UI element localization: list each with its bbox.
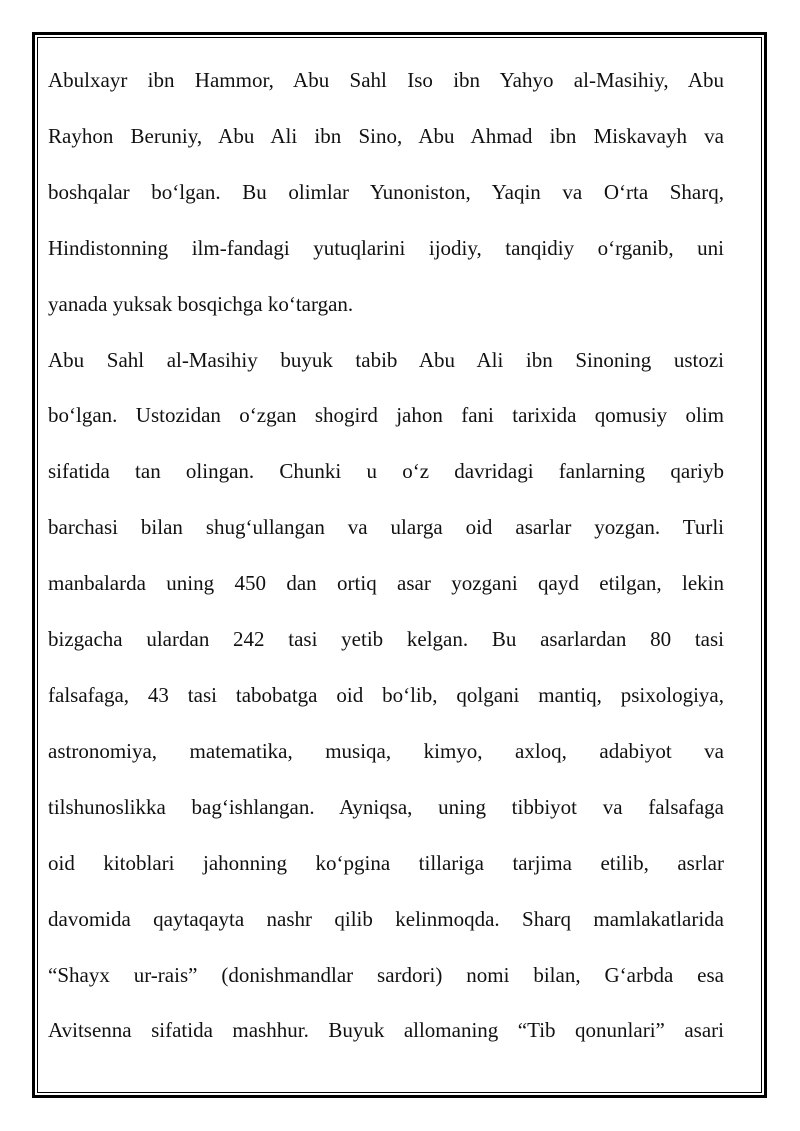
text-line: oid kitoblari jahonning ko‘pgina tillariga tarjima etilib, asrlar <box>48 850 724 875</box>
text-line: Hindistonning ilm-fandagi yutuqlarini ijodiy, tanqidiy o‘rganib, uni <box>48 235 724 260</box>
text-line: bo‘lgan. Ustozidan o‘zgan shogird jahon fani tarixida qomusiy olim <box>48 403 724 428</box>
text-line: Abulxayr ibn Hammor, Abu Sahl Iso ibn Yahyo al-Masihiy, Abu <box>48 68 724 92</box>
text-line: Abu Sahl al-Masihiy buyuk tabib Abu Ali ibn Sinoning ustozi <box>48 347 724 372</box>
paragraph-2 <box>48 333 724 1060</box>
text-line: astronomiya, matematika, musiqa, kimyo, axloq, adabiyot va <box>48 738 724 763</box>
text-line: barchasi bilan shug‘ullangan va ularga oid asarlar yozgan. Turli <box>48 515 724 540</box>
text-line: Avitsenna sifatida mashhur. Buyuk allomaning “Tib qonunlari” asari <box>48 1018 724 1043</box>
text-line: boshqalar bo‘lgan. Bu olimlar Yunoniston, Yaqin va O‘rta Sharq, <box>48 179 724 204</box>
paragraph-1 <box>48 53 724 333</box>
text-line: “Shayx ur-rais” (donishmandlar sardori) nomi bilan, G‘arbda esa <box>48 962 724 987</box>
text-line: Rayhon Beruniy, Abu Ali ibn Sino, Abu Ahmad ibn Miskavayh va <box>48 123 724 148</box>
text-line: yanada yuksak bosqichga ko‘targan. <box>48 291 354 316</box>
text-line: tilshunoslikka bag‘ishlangan. Ayniqsa, uning tibbiyot va falsafaga <box>48 794 724 819</box>
text-line: bizgacha ulardan 242 tasi yetib kelgan. Bu asarlardan 80 tasi <box>48 627 724 652</box>
text-line: sifatida tan olingan. Chunki u o‘z davridagi fanlarning qariyb <box>48 459 724 484</box>
text-line: davomida qaytaqayta nashr qilib kelinmoqda. Sharq mamlakatlarida <box>48 906 724 931</box>
document-body <box>48 53 724 1059</box>
text-line: falsafaga, 43 tasi tabobatga oid bo‘lib, qolgani mantiq, psixologiya, <box>48 682 724 707</box>
text-line: manbalarda uning 450 dan ortiq asar yozgani qayd etilgan, lekin <box>48 571 724 596</box>
